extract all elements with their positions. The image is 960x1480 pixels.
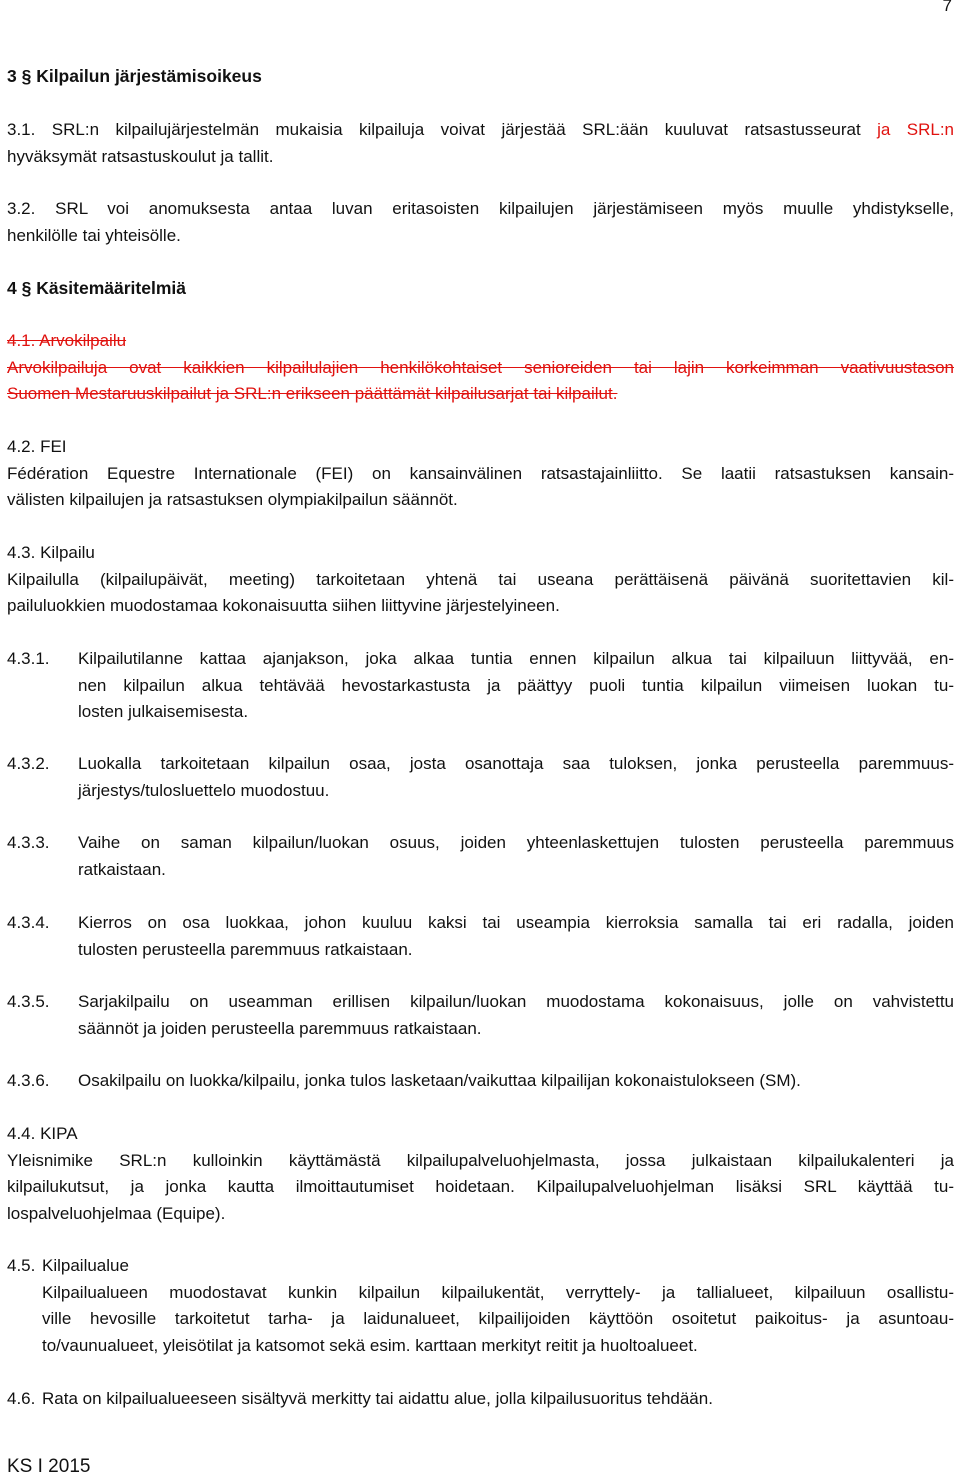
subitem-number: 4.3.2. bbox=[7, 754, 50, 773]
subitem-4-3-6 bbox=[78, 1068, 954, 1095]
definition-4-4-line-2: kilpailukutsut, ja jonka kautta ilmoittautumiset hoidetaan. Kilpailupalveluohjelman lisäksi SRL käyttää tu- bbox=[7, 1177, 954, 1196]
subitem-line: losten julkaisemisesta. bbox=[78, 702, 249, 721]
subitem-number: 4.3.4. bbox=[7, 913, 50, 932]
definition-4-3 bbox=[7, 540, 954, 620]
definition-4-5-line-3: to/vaunualueet, yleisötilat ja katsomot sekä esim. karttaan merkityt reitit ja huoltoalueet. bbox=[42, 1335, 698, 1355]
definition-4-5-number: 4.5. bbox=[7, 1256, 36, 1275]
definition-4-2-title: 4.2. FEI bbox=[7, 437, 67, 456]
paragraph-3-2 bbox=[7, 196, 954, 249]
section-3-heading: 3 § Kilpailun järjestämisoikeus bbox=[7, 66, 262, 86]
subitem-number: 4.3.1. bbox=[7, 649, 50, 668]
subitem-4-3-4 bbox=[78, 910, 954, 963]
definition-4-4 bbox=[7, 1121, 954, 1227]
definition-4-4-title: 4.4. KIPA bbox=[7, 1124, 78, 1143]
subitem-line: Kilpailutilanne kattaa ajanjakson, joka alkaa tuntia ennen kilpailun alkua tai kilpailuun liittyvää, en- bbox=[78, 649, 954, 668]
definition-4-2-line-1: Fédération Equestre Internationale (FEI) on kansainvälinen ratsastajainliitto. Se laatii ratsastuksen kansain- bbox=[7, 463, 954, 483]
subitem-number: 4.3.3. bbox=[7, 833, 50, 852]
definition-4-3-line-1: Kilpailulla (kilpailupäivät, meeting) tarkoitetaan yhtenä tai useana perättäisenä päivänä suoritettavien kil- bbox=[7, 569, 954, 589]
section-4-heading: 4 § Käsitemääritelmiä bbox=[7, 278, 186, 298]
paragraph-3-1 bbox=[7, 117, 954, 170]
definition-4-1-title: 4.1. Arvokilpailu bbox=[7, 331, 127, 350]
paragraph-3-1-line-2: hyväksymät ratsastuskoulut ja tallit. bbox=[7, 146, 274, 166]
subitem-line: säännöt ja joiden perusteella paremmuus ratkaistaan. bbox=[78, 1018, 482, 1038]
paragraph-3-1-red-text: ja SRL:n bbox=[877, 120, 954, 139]
subitem-number: 4.3.5. bbox=[7, 992, 50, 1011]
subitem-line: Sarjakilpailu on useamman erillisen kilpailun/luokan muodostama kokonaisuus, jolle on vahvistettu bbox=[78, 992, 954, 1011]
subitem-4-3-5 bbox=[78, 989, 954, 1042]
paragraph-3-1-line-1 bbox=[7, 117, 954, 144]
definition-4-2 bbox=[7, 434, 954, 514]
subitem-4-3-1 bbox=[78, 646, 954, 726]
definition-4-6-number: 4.6. bbox=[7, 1389, 36, 1408]
subitem-line: Vaihe on saman kilpailun/luokan osuus, joiden yhteenlaskettujen tulosten perusteella paremmuus bbox=[78, 833, 954, 852]
definition-4-5 bbox=[42, 1253, 954, 1359]
footer-label: KS I 2015 bbox=[7, 1456, 91, 1477]
definition-4-3-line-2: pailuluokkien muodostamaa kokonaisuutta siihen liittyvine järjestelyineen. bbox=[7, 596, 560, 615]
definition-4-6-text: Rata on kilpailualueeseen sisältyvä merkitty tai aidattu alue, jolla kilpailusuoritus tehdään. bbox=[42, 1389, 713, 1408]
definition-4-5-line-1: Kilpailualueen muodostavat kunkin kilpailun kilpailukentät, verryttely- ja tallialueet, kilpailuun osallistu- bbox=[42, 1282, 954, 1302]
subitem-line: tulosten perusteella paremmuus ratkaistaan. bbox=[78, 939, 413, 959]
subitem-line: Osakilpailu on luokka/kilpailu, jonka tulos lasketaan/vaikuttaa kilpailijan kokonaistulokseen (SM). bbox=[78, 1071, 801, 1090]
definition-4-5-line-2: ville hevosille tarkoitetut tarha- ja laidunalueet, kilpailijoiden käyttöön osoitetut paikoitus- ja asuntoau- bbox=[42, 1309, 954, 1328]
definition-4-3-title: 4.3. Kilpailu bbox=[7, 543, 95, 562]
page-number: 7 bbox=[942, 0, 952, 15]
subitem-line: Luokalla tarkoitetaan kilpailun osaa, josta osanottaja saa tuloksen, jonka perusteella paremmuus- bbox=[78, 754, 954, 773]
definition-4-6 bbox=[42, 1386, 954, 1413]
definition-4-1-line-2: Suomen Mestaruuskilpailut ja SRL:n erikseen päättämät kilpailusarjat tai kilpailut. bbox=[7, 384, 618, 403]
definition-4-2-line-2: välisten kilpailujen ja ratsastuksen olympiakilpailun säännöt. bbox=[7, 490, 458, 509]
subitem-line: ratkaistaan. bbox=[78, 859, 166, 879]
definition-4-1 bbox=[7, 328, 954, 408]
definition-4-5-title: Kilpailualue bbox=[42, 1256, 129, 1275]
paragraph-3-2-line-2: henkilölle tai yhteisölle. bbox=[7, 225, 181, 245]
subitem-line: järjestys/tulosluettelo muodostuu. bbox=[78, 780, 330, 800]
definition-4-4-line-3: lospalveluohjelmaa (Equipe). bbox=[7, 1203, 226, 1223]
subitem-line: nen kilpailun alkua tehtävää hevostarkastusta ja päättyy puoli tuntia kilpailun viimeisen luokan tu- bbox=[78, 675, 954, 695]
paragraph-3-2-line-1: 3.2. SRL voi anomuksesta antaa luvan eritasoisten kilpailujen järjestämiseen myös muulle yhdistykselle, bbox=[7, 199, 954, 218]
subitem-number: 4.3.6. bbox=[7, 1071, 50, 1090]
subitem-4-3-3 bbox=[78, 830, 954, 883]
paragraph-3-1-text: 3.1. SRL:n kilpailujärjestelmän mukaisia kilpailuja voivat järjestää SRL:ään kuuluvat ratsastusseurat bbox=[7, 120, 878, 139]
definition-4-1-line-1: Arvokilpailuja ovat kaikkien kilpailulajien henkilökohtaiset senioreiden tai lajin korkeimman vaativuustason bbox=[7, 357, 954, 377]
subitem-4-3-2 bbox=[78, 751, 954, 804]
subitem-line: Kierros on osa luokkaa, johon kuuluu kaksi tai useampia kierroksia samalla tai eri radalla, joiden bbox=[78, 913, 954, 932]
definition-4-4-line-1: Yleisnimike SRL:n kulloinkin käyttämästä kilpailupalveluohjelmasta, jossa julkaistaan kilpailukalenteri ja bbox=[7, 1150, 954, 1170]
